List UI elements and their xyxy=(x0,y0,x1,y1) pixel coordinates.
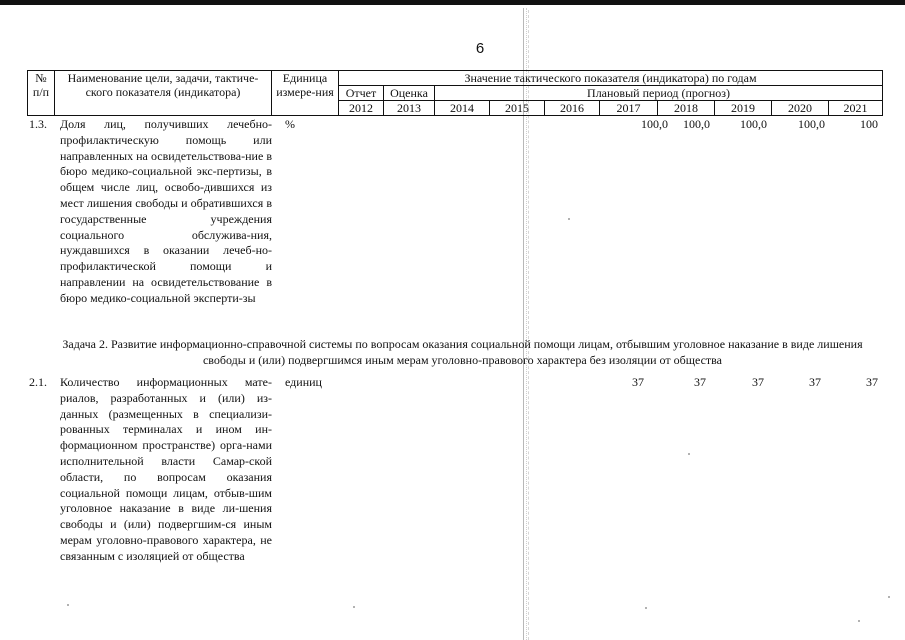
row-2-1-value-2021: 37 xyxy=(866,375,878,389)
row-1-3-value-2019: 100,0 xyxy=(740,117,767,131)
header-estimate-label: Оценка xyxy=(384,86,435,101)
header-unit: Единица измере-ния xyxy=(272,71,339,116)
header-estimate-year: 2013 xyxy=(384,101,435,116)
page-number: 6 xyxy=(475,40,485,57)
row-1-3-indicator-name: Доля лиц, получивших лечебно-профилактическую помощь или направленных на освидетельствова-ние в бюро медико-социальной экс-пертизы, в общем числе лиц, освобо-дившихся из мест лишения свободы и обратившихся в государственные учреждения социального обслужива-ния, нуждавшихся в оказании лечеб-но-профилактической помощи и направлении на освидетельствование в бюро медико-социальной эксперти-зы xyxy=(60,117,272,305)
scan-speck xyxy=(858,620,860,622)
indicator-table-header xyxy=(27,70,883,116)
scan-speck xyxy=(888,596,890,598)
header-year-2018: 2018 xyxy=(658,101,715,116)
row-1-3-unit: % xyxy=(285,117,295,131)
row-1-3-value-2017: 100,0 xyxy=(641,117,668,131)
scan-speck xyxy=(568,218,570,220)
header-num: № п/п xyxy=(28,71,55,116)
header-year-2015: 2015 xyxy=(490,101,545,116)
scan-speck xyxy=(67,604,69,606)
header-year-2019: 2019 xyxy=(715,101,772,116)
header-year-2016: 2016 xyxy=(545,101,600,116)
top-border-rule xyxy=(0,0,905,5)
row-1-3-value-2018: 100,0 xyxy=(683,117,710,131)
row-2-1-number: 2.1. xyxy=(29,375,47,389)
header-value-group: Значение тактического показателя (индикатора) по годам xyxy=(339,71,883,86)
row-1-3-value-2020: 100,0 xyxy=(798,117,825,131)
row-2-1-value-2018: 37 xyxy=(694,375,706,389)
scan-speck xyxy=(645,607,647,609)
header-report-year: 2012 xyxy=(339,101,384,116)
scan-speck xyxy=(688,453,690,455)
row-2-1-value-2017: 37 xyxy=(632,375,644,389)
header-year-2020: 2020 xyxy=(772,101,829,116)
row-2-1-value-2019: 37 xyxy=(752,375,764,389)
header-year-2021: 2021 xyxy=(829,101,883,116)
scan-speck xyxy=(353,606,355,608)
task-2-heading: Задача 2. Развитие информационно-справочной системы по вопросам оказания социальной помощи лицам, отбывшим уголовное наказание в виде лишения свободы и (или) подвергшимся иным мерам уголовно-правового характера без изоляции от общества xyxy=(62,337,863,367)
header-name: Наименование цели, задачи, тактиче-ского показателя (индикатора) xyxy=(55,71,272,116)
row-2-1-unit: единиц xyxy=(285,375,322,389)
header-report-label: Отчет xyxy=(339,86,384,101)
row-1-3-value-2021: 100 xyxy=(860,117,878,131)
header-year-2017: 2017 xyxy=(600,101,658,116)
header-plan-label: Плановый период (прогноз) xyxy=(435,86,883,101)
header-year-2014: 2014 xyxy=(435,101,490,116)
row-1-3-number: 1.3. xyxy=(29,117,47,131)
row-2-1-value-2020: 37 xyxy=(809,375,821,389)
row-2-1-indicator-name: Количество информационных мате-риалов, разработанных и (или) из-данных (размещенных в специализи-рованных терминалах и ином ин-формационном пространстве) орга-нами исполнительной власти Самар-ской области, по вопросам оказания социальной помощи лицам, отбыв-шим уголовное наказание в виде ли-шения свободы и (или) подвергшим-ся иным мерам уголовно-правового характера, не связанным с изоляцией от общества xyxy=(60,375,272,563)
